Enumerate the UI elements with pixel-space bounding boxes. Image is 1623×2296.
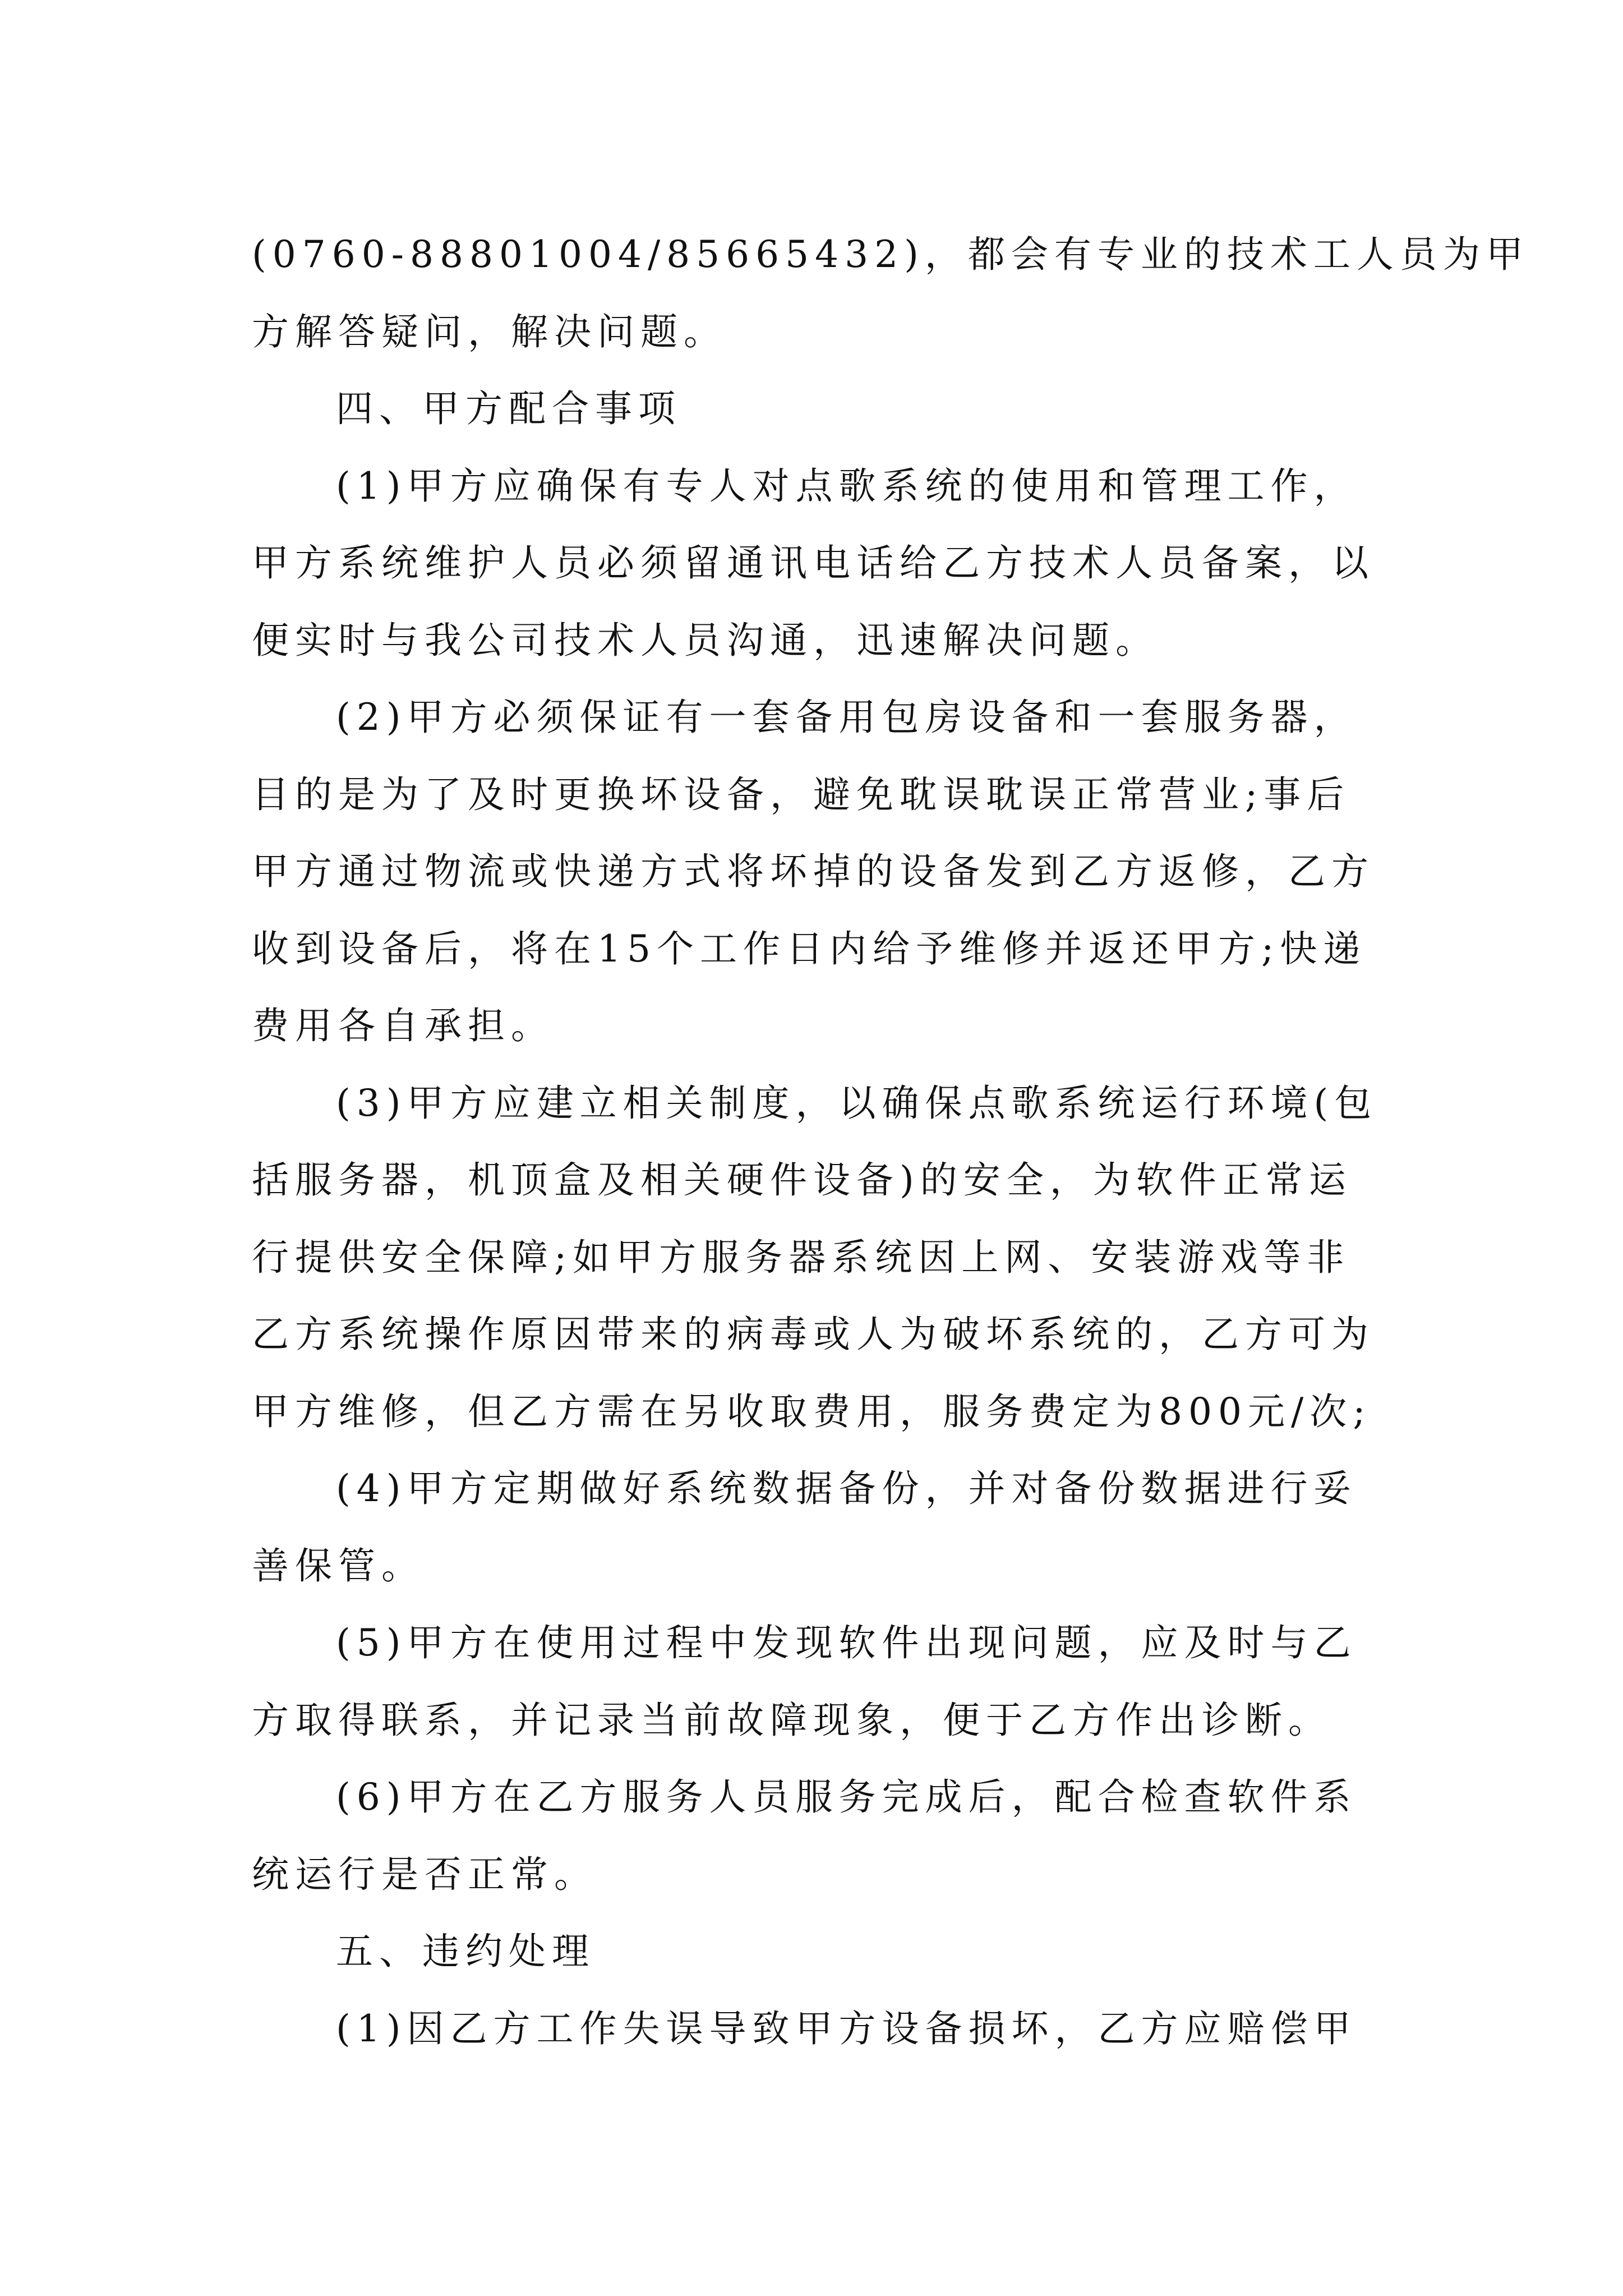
paragraph-line: (1)因乙方工作失误导致甲方设备损坏，乙方应赔偿甲 <box>336 2007 1357 2050</box>
paragraph-line: (6)甲方在乙方服务人员服务完成后，配合检查软件系 <box>336 1775 1357 1819</box>
paragraph-line: 统运行是否正常。 <box>252 1852 597 1896</box>
paragraph-line: (0760-88801004/85665432)，都会有专业的技术工人员为甲 <box>252 233 1529 276</box>
paragraph-line: 方取得联系，并记录当前故障现象，便于乙方作出诊断。 <box>252 1698 1331 1742</box>
section-heading-cooperation: 四、甲方配合事项 <box>336 387 681 430</box>
paragraph-line: 费用各自承担。 <box>252 1004 554 1047</box>
paragraph-line: 括服务器，机顶盒及相关硬件设备)的安全，为软件正常运 <box>252 1158 1352 1202</box>
paragraph-line: 善保管。 <box>252 1544 425 1588</box>
paragraph-line: 方解答疑问，解决问题。 <box>252 310 727 353</box>
paragraph-line: (2)甲方必须保证有一套备用包房设备和一套服务器， <box>336 696 1357 739</box>
paragraph-line: 甲方通过物流或快递方式将坏掉的设备发到乙方返修，乙方 <box>252 850 1375 893</box>
paragraph-line: 乙方系统操作原因带来的病毒或人为破坏系统的，乙方可为 <box>252 1313 1375 1356</box>
paragraph-line: (5)甲方在使用过程中发现软件出现问题，应及时与乙 <box>336 1621 1357 1664</box>
paragraph-line: 便实时与我公司技术人员沟通，迅速解决问题。 <box>252 618 1159 662</box>
paragraph-line: 甲方系统维护人员必须留通讯电话给乙方技术人员备案，以 <box>252 541 1375 585</box>
paragraph-line: 收到设备后，将在15个工作日内给予维修并返还甲方;快递 <box>252 927 1367 970</box>
paragraph-line: (3)甲方应建立相关制度，以确保点歌系统运行环境(包 <box>336 1081 1378 1125</box>
paragraph-line: 甲方维修，但乙方需在另收取费用，服务费定为800元/次; <box>252 1389 1372 1433</box>
document-body <box>252 216 1529 2067</box>
paragraph-line: 行提供安全保障;如甲方服务器系统因上网、安装游戏等非 <box>252 1235 1350 1279</box>
paragraph-line: (1)甲方应确保有专人对点歌系统的使用和管理工作， <box>336 464 1357 508</box>
paragraph-line: 目的是为了及时更换坏设备，避免耽误耽误正常营业;事后 <box>252 772 1350 816</box>
section-heading-breach: 五、违约处理 <box>336 1930 595 1973</box>
paragraph-line: (4)甲方定期做好系统数据备份，并对备份数据进行妥 <box>336 1467 1357 1510</box>
